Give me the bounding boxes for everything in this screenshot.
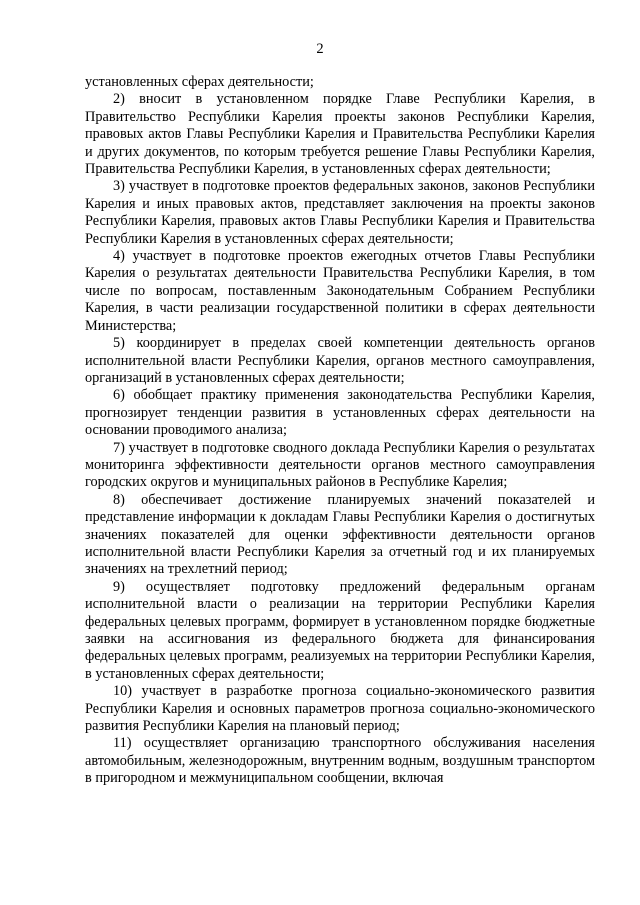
paragraph-item-3: 3) участвует в подготовке проектов федеральных законов, законов Республики Карелия и иных правовых актов, представляет заключения на проекты законов Республики Карелия, правовых актов Главы Республики Карелия и Правительства Республики Карелия в установленных сферах деятельности; bbox=[85, 178, 595, 247]
paragraph-item-7: 7) участвует в подготовке сводного доклада Республики Карелия о результатах мониторинга эффективности деятельности органов местного самоуправления городских округов и муниципальных районов в Республике Карелия; bbox=[85, 439, 595, 491]
paragraph-item-6: 6) обобщает практику применения законодательства Республики Карелия, прогнозирует тенденции развития в установленных сферах деятельности на основании проводимого анализа; bbox=[85, 387, 595, 439]
paragraph-item-9: 9) осуществляет подготовку предложений федеральным органам исполнительной власти о реализации на территории Республики Карелия федеральных целевых программ, формирует в установленном порядке бюджетные заявки на ассигнования из федерального бюджета для финансирования федеральных целевых программ, реализуемых на территории Республики Карелия, в установленных сферах деятельности; bbox=[85, 578, 595, 682]
paragraph-continuation: установленных сферах деятельности; bbox=[85, 74, 314, 90]
document-body bbox=[85, 74, 595, 788]
page-number: 2 bbox=[316, 41, 324, 57]
paragraph-item-8: 8) обеспечивает достижение планируемых значений показателей и представление информации к докладам Главы Республики Карелия о достигнутых значениях показателей для оценки эффективности деятельности органов исполнительной власти Республики Карелия за отчетный год и их планируемых значениях на трехлетний период; bbox=[85, 491, 595, 578]
paragraph-item-11: 11) осуществляет организацию транспортного обслуживания населения автомобильным, железнодорожным, внутренним водным, воздушным транспортом в пригородном и межмуниципальном сообщении, включая bbox=[85, 735, 595, 787]
paragraph-item-2: 2) вносит в установленном порядке Главе Республики Карелия, в Правительство Республики Карелия проекты законов Республики Карелия, правовых актов Главы Республики Карелия и Правительства Республики Карелия и других документов, по которым требуется решение Главы Республики Карелия, Правительства Республики Карелия, в установленных сферах деятельности; bbox=[85, 91, 595, 178]
paragraph-item-4: 4) участвует в подготовке проектов ежегодных отчетов Главы Республики Карелия о результатах деятельности Правительства Республики Карелия, в том числе по вопросам, поставленным Законодательным Собранием Республики Карелия, в части реализации государственной политики в сферах деятельности Министерства; bbox=[85, 248, 595, 334]
paragraph-item-5: 5) координирует в пределах своей компетенции деятельность органов исполнительной власти Республики Карелия, органов местного самоуправления, организаций в установленных сферах деятельности; bbox=[85, 335, 595, 386]
paragraph-item-10: 10) участвует в разработке прогноза социально-экономического развития Республики Карелия и основных параметров прогноза социально-экономического развития Республики Карелия на плановый период; bbox=[85, 683, 595, 735]
